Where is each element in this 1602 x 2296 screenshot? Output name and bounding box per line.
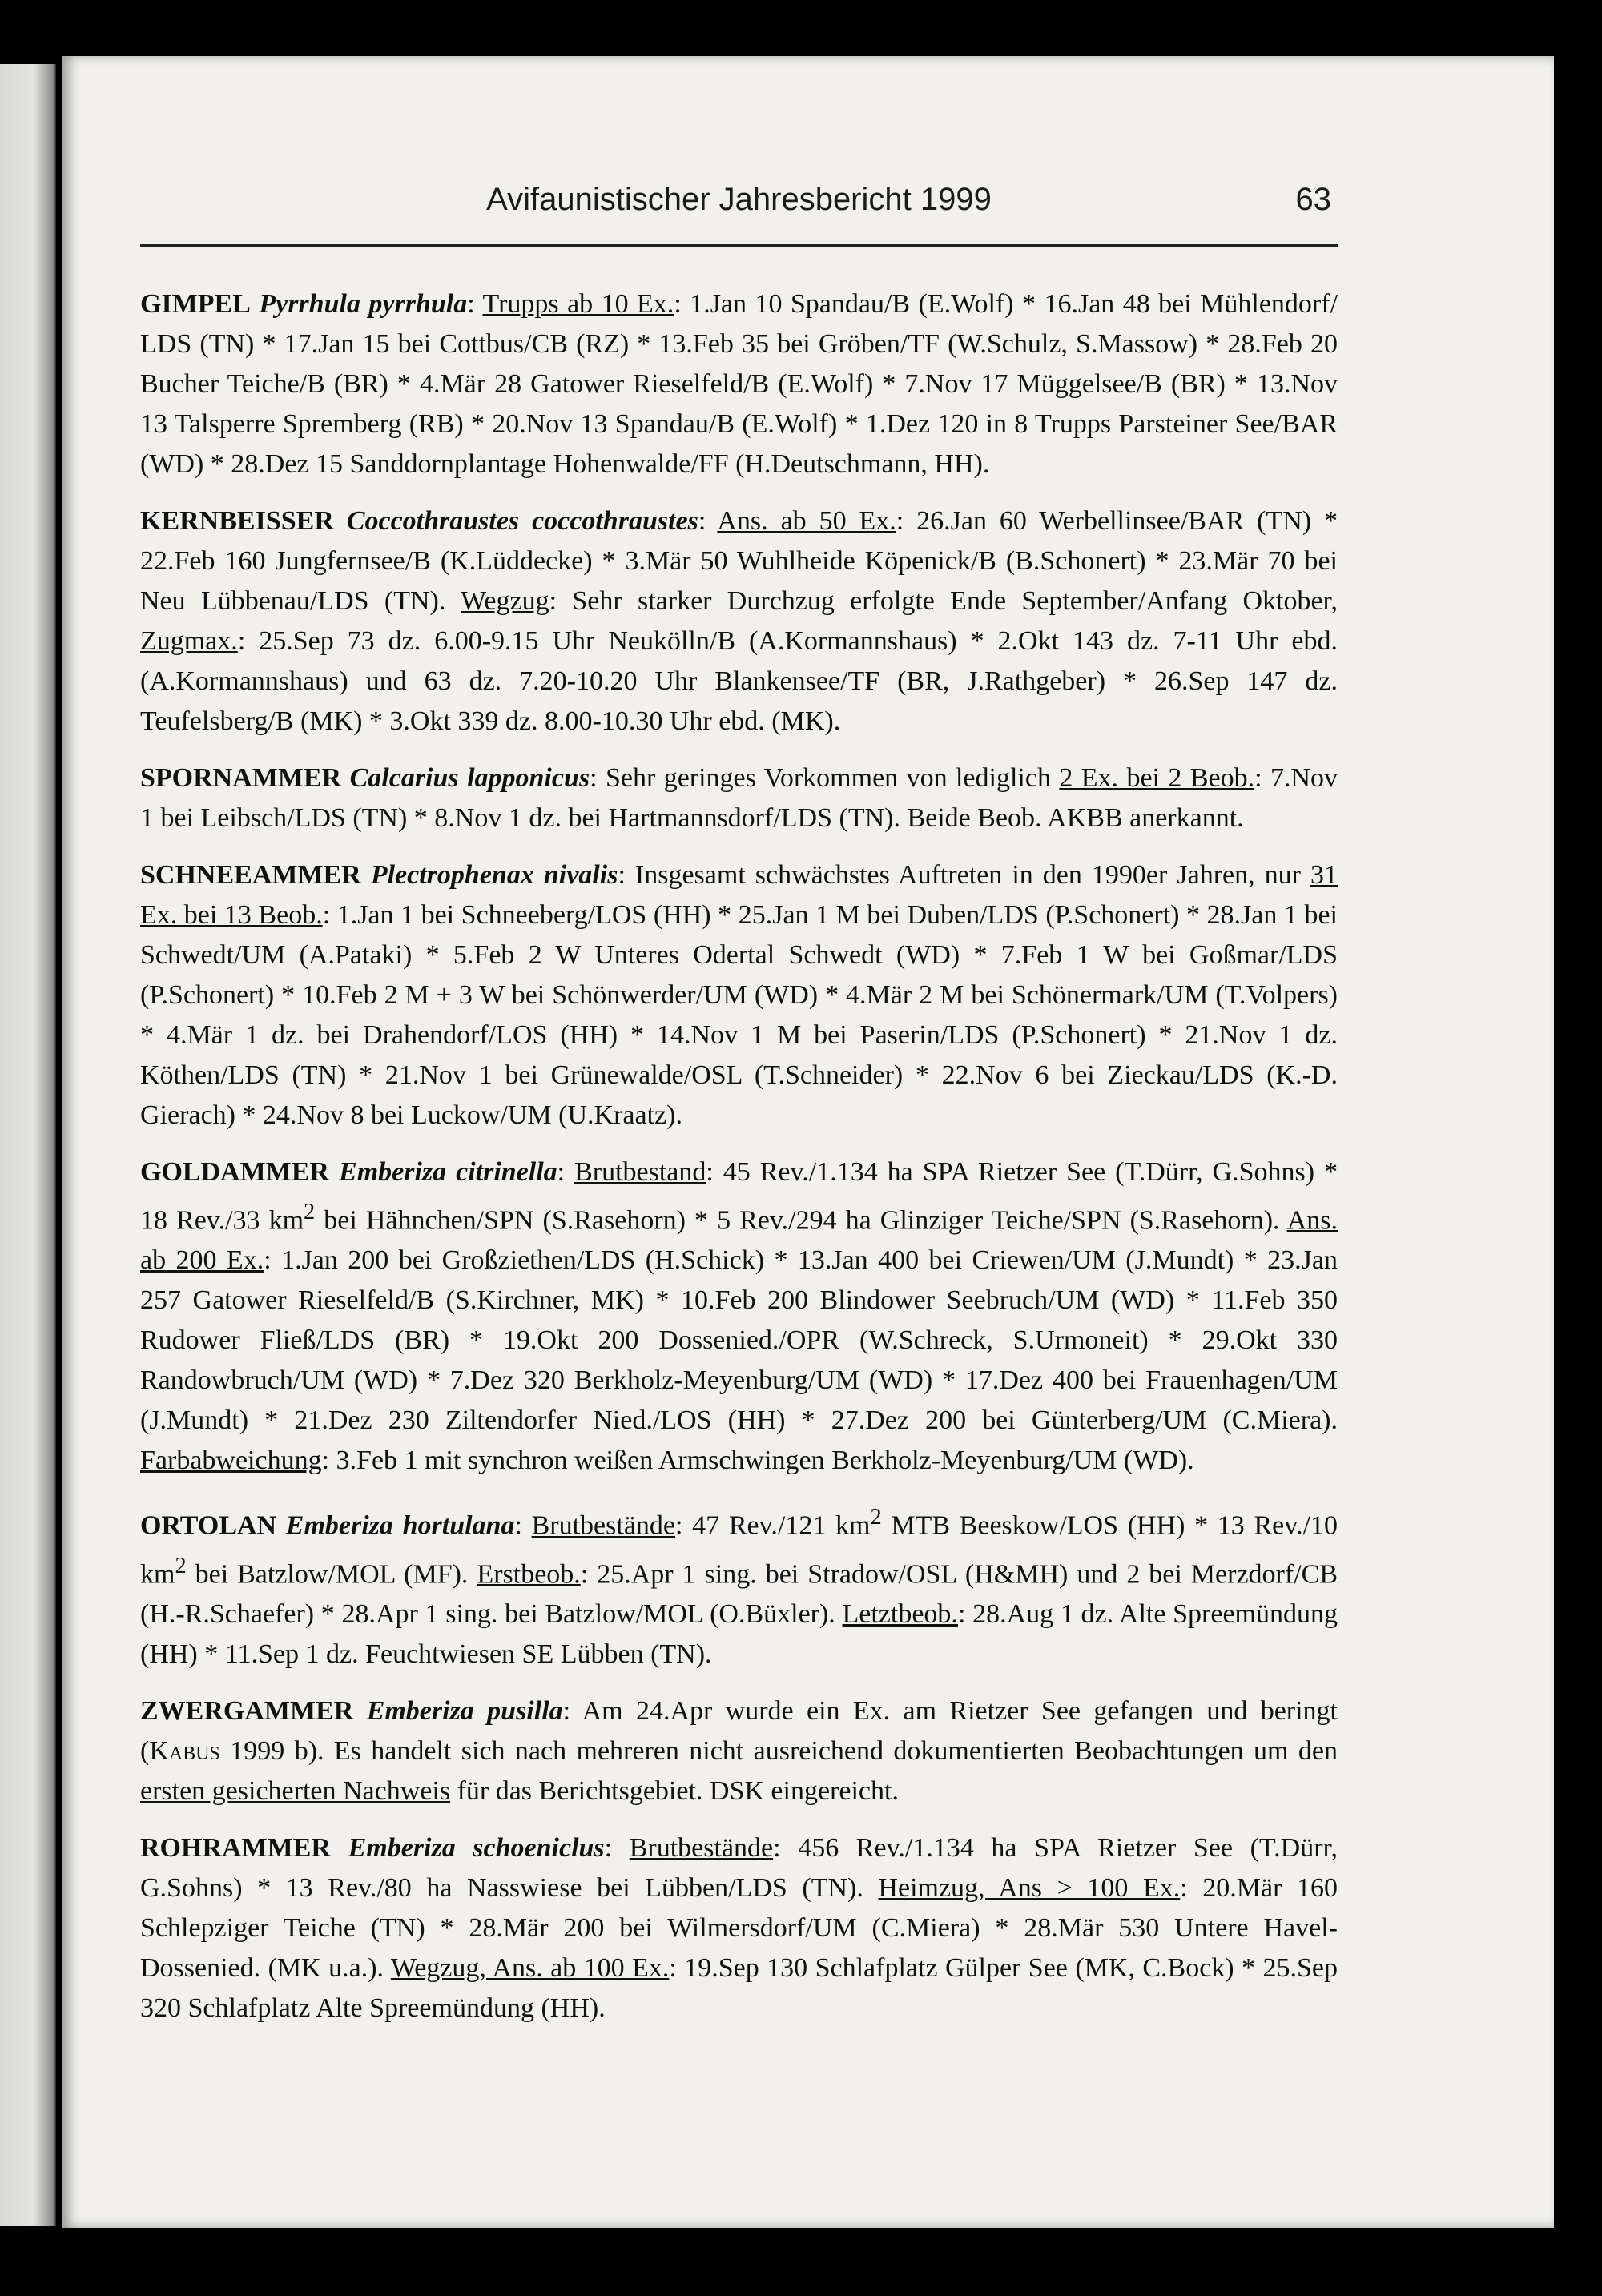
- entry-text: :: [467, 289, 483, 319]
- species-latin-name: Pyrrhula pyrrhula: [259, 289, 468, 319]
- entry-text: :: [698, 506, 718, 536]
- entry-goldammer: [140, 1152, 1338, 1481]
- entry-zwergammer: [140, 1691, 1338, 1811]
- entry-text: : 19.Sep 130 Schlafplatz Gülper See (MK, C.Bock) * 25.Sep 320 Schlafplatz Alte Spreemündung (HH).: [140, 1952, 1338, 2023]
- entry-text: : 25.Apr 1 sing. bei Stradow/OSL (H&MH) und 2 bei Merzdorf/CB (H.-R.Schaefer) * 28.Apr 1 sing. bei Batzlow/MOL (O.Büxler).: [140, 1558, 1338, 1629]
- entry-text: : Am 24.Apr wurde ein Ex. am Rietzer See gefangen und beringt (: [140, 1695, 1338, 1766]
- underlined-term: ersten gesicherten Nachweis: [140, 1775, 451, 1806]
- entry-text: MTB Beeskow/LOS (HH) * 13 Rev./10 km: [140, 1510, 1338, 1589]
- underlined-term: Zugmax.: [140, 626, 238, 656]
- species-latin-name: Emberiza pusilla: [366, 1695, 563, 1726]
- entry-kernbeisser: [140, 501, 1338, 742]
- superscript: 2: [304, 1200, 316, 1224]
- underlined-term: 2 Ex. bei 2 Beob.: [1059, 763, 1255, 793]
- underlined-term: Brutbestände: [531, 1510, 676, 1541]
- entry-text: :: [604, 1832, 630, 1863]
- entry-text: : 47 Rev./121 km: [675, 1510, 871, 1541]
- superscript: 2: [175, 1553, 187, 1578]
- header-title: Avifaunistischer Jahresbericht 1999: [486, 182, 992, 217]
- entry-text: : 45 Rev./1.134 ha SPA Rietzer See (T.Dürr, G.Sohns) * 18 Rev./33 km: [140, 1157, 1338, 1236]
- superscript: 2: [870, 1505, 882, 1530]
- entry-text: : 1.Jan 10 Spandau/B (E.Wolf) * 16.Jan 48 bei Mühlendorf/ LDS (TN) * 17.Jan 15 bei Cottbus/CB (RZ) * 13.Feb 35 bei Gröben/TF (W.Schulz, S.Massow) * 28.Feb 20 Bucher Teiche/B (BR) * 4.Mär 28 Gatower Rieselfeld/B (E.Wolf) * 7.Nov 17 Müggelsee/B (BR) * 13.Nov 13 Talsperre Spremberg (RB) * 20.Nov 13 Spandau/B (E.Wolf) * 1.Dez 120 in 8 Trupps Parsteiner See/BAR (WD) * 28.Dez 15 Sanddornplantage Hohenwalde/FF (H.Deutschmann, HH).: [140, 289, 1338, 479]
- underlined-term: Ans. ab 200 Ex.: [140, 1205, 1338, 1276]
- previous-page-edge: [0, 64, 56, 2226]
- species-common-name: SPORNAMMER: [140, 763, 342, 793]
- entry-schneeammer: [140, 855, 1338, 1136]
- entry-text: :: [557, 1157, 575, 1187]
- species-common-name: ZWERGAMMER: [140, 1695, 354, 1726]
- entry-spornammer: [140, 758, 1338, 838]
- entry-text: 1999 b). Es handelt sich nach mehreren nicht ausreichend dokumentierten Beobachtungen um den: [219, 1735, 1338, 1766]
- entry-text: : 1.Jan 1 bei Schneeberg/LOS (HH) * 25.Jan 1 M bei Duben/LDS (P.Schonert) * 28.Jan 1 bei Schwedt/UM (A.Pataki) * 5.Feb 2 W Unteres Odertal Schwedt (WD) * 7.Feb 1 W bei Goßmar/LDS (P.Schonert) * 10.Feb 2 M + 3 W bei Schönwerder/UM (WD) * 4.Mär 2 M bei Schönermark/UM (T.Volpers) * 4.Mär 1 dz. bei Drahendorf/LOS (HH) * 14.Nov 1 M bei Paserin/LDS (P.Schonert) * 21.Nov 1 dz. Köthen/LDS (TN) * 21.Nov 1 bei Grünewalde/OSL (T.Schneider) * 22.Nov 6 bei Zieckau/LDS (K.-D. Gierach) * 24.Nov 8 bei Luckow/UM (U.Kraatz).: [140, 900, 1338, 1130]
- entry-text: : Sehr geringes Vorkommen von lediglich: [590, 763, 1060, 793]
- species-common-name: SCHNEEAMMER: [140, 860, 361, 890]
- species-latin-name: Emberiza citrinella: [339, 1157, 557, 1187]
- species-latin-name: Coccothraustes coccothraustes: [346, 506, 698, 536]
- species-latin-name: Emberiza schoeniclus: [348, 1832, 605, 1863]
- entry-text: : Insgesamt schwächstes Auftreten in den 1990er Jahren, nur: [618, 860, 1310, 890]
- underlined-term: Farbabweichung: [140, 1446, 322, 1476]
- entry-text: : 26.Jan 60 Werbellinsee/BAR (TN) * 22.Feb 160 Jungfernsee/B (K.Lüddecke) * 3.Mär 50 Wuhlheide Köpenick/B (B.Schonert) * 23.Mär 70 bei Neu Lübbenau/LDS (TN).: [140, 506, 1338, 616]
- entry-text: : 28.Aug 1 dz. Alte Spreemündung (HH) * 11.Sep 1 dz. Feuchtwiesen SE Lübben (TN).: [140, 1598, 1338, 1669]
- species-latin-name: Calcarius lapponicus: [349, 763, 590, 793]
- author-citation: Kabus: [149, 1735, 220, 1766]
- underlined-term: Heimzug, Ans > 100 Ex.: [878, 1872, 1181, 1903]
- entry-text: :: [514, 1510, 532, 1541]
- running-header: [140, 132, 1338, 247]
- underlined-term: Wegzug: [461, 586, 549, 616]
- report-body: [140, 284, 1338, 2045]
- underlined-term: Erstbeob.: [477, 1558, 581, 1589]
- entry-text: bei Batzlow/MOL (MF).: [186, 1558, 477, 1589]
- species-common-name: GOLDAMMER: [140, 1157, 330, 1187]
- underlined-term: Letztbeob.: [842, 1598, 958, 1629]
- underlined-term: Brutbestand: [574, 1157, 706, 1187]
- entry-text: bei Hähnchen/SPN (S.Rasehorn) * 5 Rev./294 ha Glinziger Teiche/SPN (S.Rasehorn).: [315, 1205, 1287, 1236]
- species-latin-name: Emberiza hortulana: [285, 1510, 515, 1541]
- entry-text: : 25.Sep 73 dz. 6.00-9.15 Uhr Neukölln/B (A.Kormannshaus) * 2.Okt 143 dz. 7-11 Uhr ebd. (A.Kormannshaus) und 63 dz. 7.20-10.20 Uhr Blankensee/TF (BR, J.Rathgeber) * 26.Sep 147 dz. Teufelsberg/B (MK) * 3.Okt 339 dz. 8.00-10.30 Uhr ebd. (MK).: [140, 626, 1338, 736]
- underlined-term: Trupps ab 10 Ex.: [482, 289, 674, 319]
- entry-text: : 456 Rev./1.134 ha SPA Rietzer See (T.Dürr, G.Sohns) * 13 Rev./80 ha Nasswiese bei Lübben/LDS (TN).: [140, 1832, 1338, 1903]
- entry-text: : 1.Jan 200 bei Großziethen/LDS (H.Schick) * 13.Jan 400 bei Criewen/UM (J.Mundt) * 23.Jan 257 Gatower Rieselfeld/B (S.Kirchner, MK) * 10.Feb 200 Blindower Seebruch/UM (WD) * 11.Feb 350 Rudower Fließ/LDS (BR) * 19.Okt 200 Dossenied./OPR (W.Schreck, S.Urmoneit) * 29.Okt 330 Randowbruch/UM (WD) * 7.Dez 320 Berkholz-Meyenburg/UM (WD) * 17.Dez 400 bei Frauenhagen/UM (J.Mundt) * 21.Dez 230 Ziltendorfer Nied./LOS (HH) * 27.Dez 200 bei Günterberg/UM (C.Miera).: [140, 1245, 1338, 1436]
- entry-rohrammer: [140, 1828, 1338, 2029]
- entry-text: : 3.Feb 1 mit synchron weißen Armschwingen Berkholz-Meyenburg/UM (WD).: [321, 1446, 1194, 1476]
- species-common-name: ORTOLAN: [140, 1510, 277, 1541]
- entry-text: : 7.Nov 1 bei Leibsch/LDS (TN) * 8.Nov 1 dz. bei Hartmannsdorf/LDS (TN). Beide Beob. AKBB anerkannt.: [140, 763, 1338, 833]
- species-common-name: GIMPEL: [140, 289, 251, 319]
- underlined-term: Ans. ab 50 Ex.: [717, 506, 896, 536]
- entry-text: : 20.Mär 160 Schlepziger Teiche (TN) * 28.Mär 200 bei Wilmersdorf/UM (C.Miera) * 28.Mär 530 Untere Havel-Dossenied. (MK u.a.).: [140, 1872, 1338, 1983]
- underlined-term: Brutbestände: [629, 1832, 774, 1863]
- entry-text: : Sehr starker Durchzug erfolgte Ende September/Anfang Oktober,: [549, 586, 1338, 616]
- underlined-term: 31 Ex. bei 13 Beob.: [140, 860, 1338, 930]
- entry-ortolan: [140, 1498, 1338, 1675]
- species-common-name: KERNBEISSER: [140, 506, 334, 536]
- species-common-name: ROHRAMMER: [140, 1832, 331, 1863]
- page-number: 63: [1295, 182, 1331, 217]
- entry-gimpel: [140, 284, 1338, 485]
- underlined-term: Wegzug, Ans. ab 100 Ex.: [390, 1952, 670, 1983]
- species-latin-name: Plectrophenax nivalis: [370, 860, 618, 890]
- entry-text: für das Berichtsgebiet. DSK eingereicht.: [450, 1775, 899, 1806]
